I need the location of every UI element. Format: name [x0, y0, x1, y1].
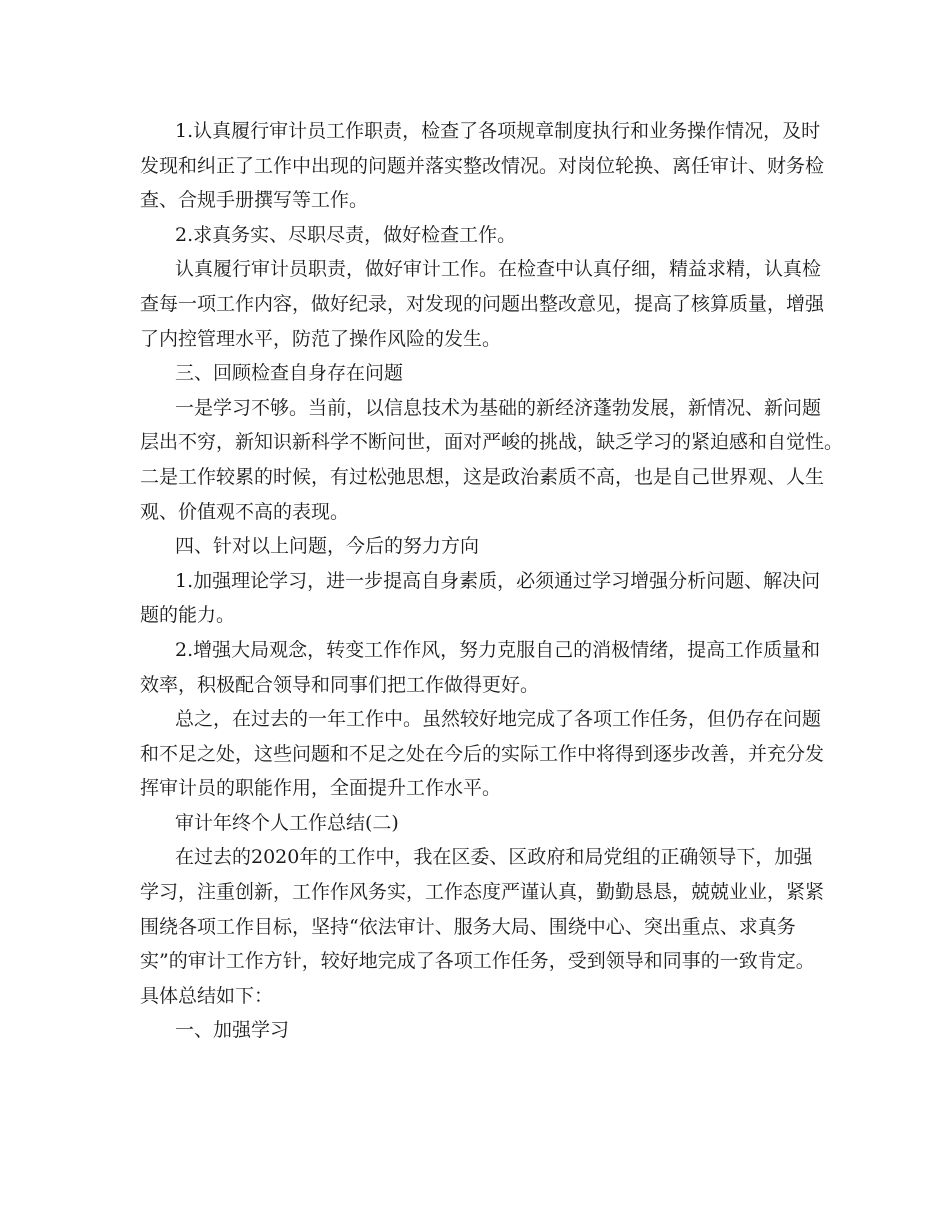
paragraph	[140, 529, 820, 564]
text-line: 学习，注重创新，工作作风务实，工作态度严谨认真，勤勤恳恳，兢兢业业，紧紧	[140, 881, 825, 904]
paragraph	[140, 114, 825, 218]
document-body	[140, 114, 844, 1048]
text-line: 一是学习不够。当前，以信息技术为基础的新经济蓬勃发展，新情况、新问题	[175, 396, 822, 419]
paragraph	[140, 564, 820, 633]
text-line: 实”的审计工作方针，较好地完成了各项工作任务，受到领导和同事的一致肯定。	[140, 950, 815, 973]
text-line: 二是工作较累的时候，有过松弛思想，这是政治素质不高，也是自己世界观、人生	[140, 465, 825, 488]
text-line: 一、加强学习	[175, 1019, 290, 1042]
text-line: 围绕各项工作目标，坚持“依法审计、服务大局、围绕中心、突出重点、求真务	[140, 915, 796, 938]
text-line: 审计年终个人工作总结(二)	[175, 811, 399, 834]
text-line: 四、针对以上问题，今后的努力方向	[175, 535, 480, 558]
text-line: 发现和纠正了工作中出现的问题并落实整改情况。对岗位轮换、离任审计、财务检	[140, 154, 825, 177]
paragraph	[140, 1013, 820, 1048]
paragraph	[140, 252, 825, 356]
text-line: 2.求真务实、尽职尽责，做好检查工作。	[175, 223, 517, 246]
text-line: 效率，积极配合领导和同事们把工作做得更好。	[140, 673, 540, 696]
paragraph	[140, 356, 820, 391]
paragraph	[140, 840, 825, 1013]
text-line: 认真履行审计员职责，做好审计工作。在检查中认真仔细，精益求精，认真检	[175, 258, 822, 281]
text-line: 观、价值观不高的表现。	[140, 500, 350, 523]
text-line: 2.增强大局观念，转变工作作风，努力克服自己的消极情绪，提高工作质量和	[175, 638, 821, 661]
text-line: 三、回顾检查自身存在问题	[175, 362, 404, 385]
text-line: 查、合规手册撰写等工作。	[140, 189, 369, 212]
text-line: 1.加强理论学习，进一步提高自身素质，必须通过学习增强分析问题、解决问	[175, 569, 821, 592]
text-line: 和不足之处，这些问题和不足之处在今后的实际工作中将得到逐步改善，并充分发	[140, 742, 825, 765]
text-line: 题的能力。	[140, 604, 236, 627]
text-line: 总之，在过去的一年工作中。虽然较好地完成了各项工作任务，但仍存在问题	[175, 708, 822, 731]
paragraph	[140, 702, 825, 806]
paragraph	[140, 806, 820, 841]
text-line: 了内控管理水平，防范了操作风险的发生。	[140, 327, 502, 350]
text-line: 查每一项工作内容，做好纪录，对发现的问题出整改意见，提高了核算质量，增强	[140, 292, 825, 315]
text-line: 在过去的2020年的工作中，我在区委、区政府和局党组的正确领导下，加强	[175, 846, 813, 869]
text-line: 层出不穷，新知识新科学不断问世，面对严峻的挑战，缺乏学习的紧迫感和自觉性。	[140, 431, 844, 454]
text-line: 挥审计员的职能作用，全面提升工作水平。	[140, 777, 502, 800]
paragraph	[140, 218, 820, 253]
text-line: 1.认真履行审计员工作职责，检查了各项规章制度执行和业务操作情况，及时	[175, 120, 821, 142]
paragraph	[140, 391, 844, 529]
text-line: 具体总结如下：	[140, 984, 274, 1007]
paragraph	[140, 633, 820, 702]
